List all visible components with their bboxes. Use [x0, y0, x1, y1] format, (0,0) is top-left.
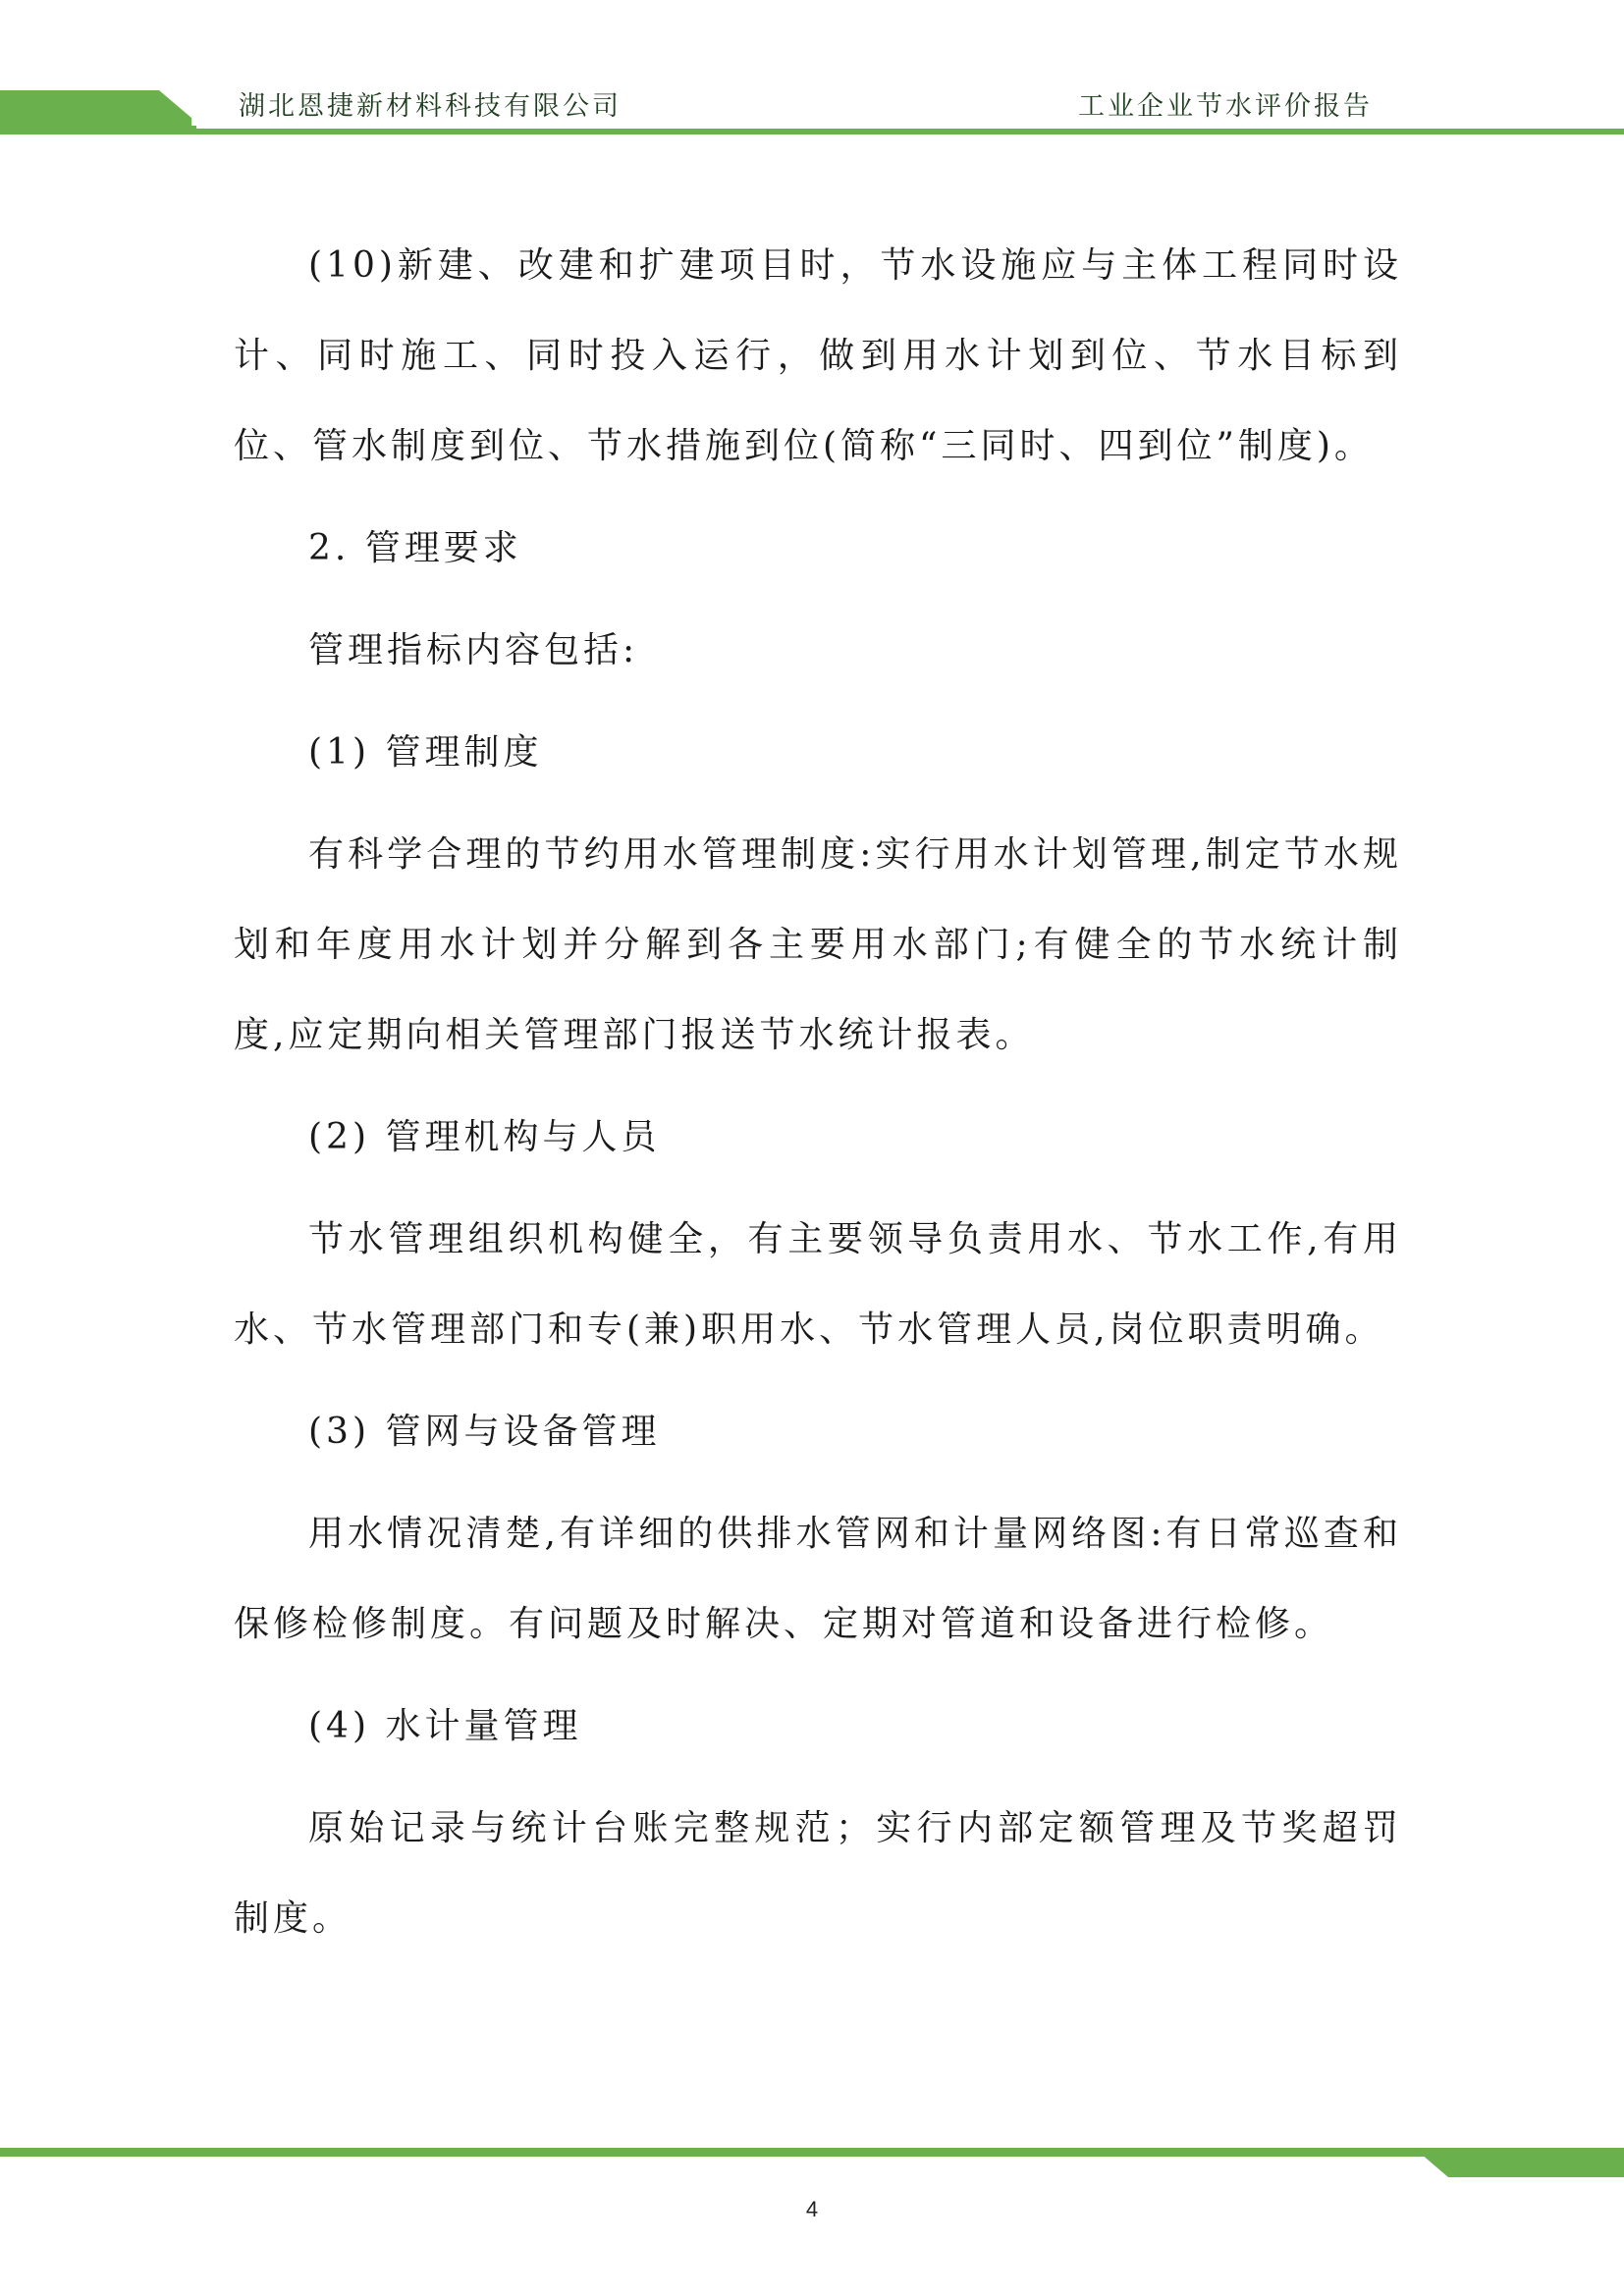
section-heading: 2. 管理要求: [308, 528, 522, 568]
item2-heading: (2) 管理机构与人员: [308, 1117, 661, 1157]
header-report-title: 工业企业节水评价报告: [1078, 91, 1373, 122]
item1-paragraph: 有科学合理的节约用水管理制度:实行用水计划管理,制定节水规划和年度用水计划并分解到各主要用水部门;有健全的节水统计制度,应定期向相关管理部门报送节水统计报表。: [234, 834, 1402, 1055]
intro-line: 管理指标内容包括:: [308, 630, 639, 670]
page-number: 4: [805, 2197, 819, 2221]
item3-heading: (3) 管网与设备管理: [308, 1412, 661, 1452]
item3-paragraph: 用水情况清楚,有详细的供排水管网和计量网络图:有日常巡查和保修检修制度。有问题及时解决、定期对管道和设备进行检修。: [234, 1514, 1402, 1644]
item4-paragraph: 原始记录与统计台账完整规范；实行内部定额管理及节奖超罚制度。: [234, 1808, 1402, 1939]
item4-heading: (4) 水计量管理: [308, 1706, 582, 1746]
document-body: [234, 221, 1402, 1976]
item1-heading: (1) 管理制度: [308, 732, 543, 773]
item2-paragraph: 节水管理组织机构健全，有主要领导负责用水、节水工作,有用水、节水管理部门和专(兼)职用水、节水管理人员,岗位职责明确。: [234, 1219, 1402, 1350]
header-company-name: 湖北恩捷新材料科技有限公司: [239, 91, 622, 122]
page-header: [0, 0, 1624, 142]
paragraph-item-10: (10)新建、改建和扩建项目时，节水设施应与主体工程同时设计、同时施工、同时投入运行，做到用水计划到位、节水目标到位、管水制度到位、节水措施到位(简称“三同时、四到位”制度)。: [234, 245, 1402, 466]
